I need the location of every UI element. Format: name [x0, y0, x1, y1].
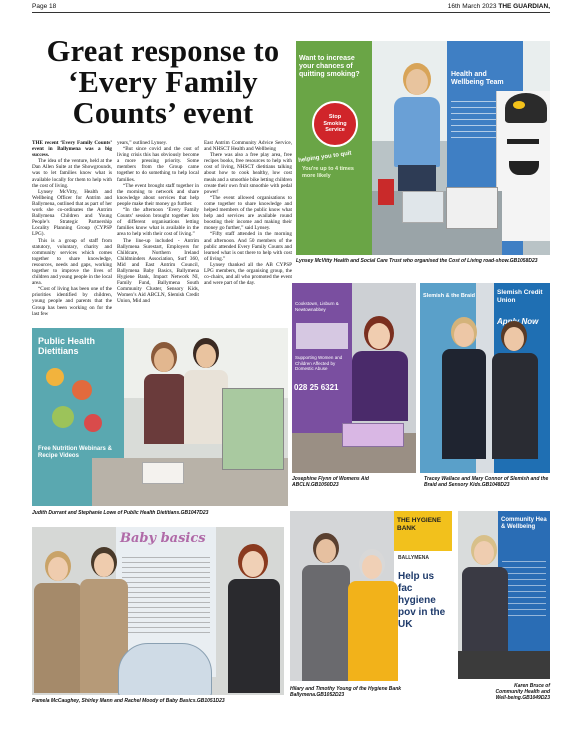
article-paragraph: “But since covid and the cost of living crisis this has obviously become a more pressing priority. Some members from the Group came together to do something to help local families.: [117, 146, 199, 183]
article-paragraph: The line-up included - Antrim Ballymena Surestart, Employers for Childcare, Northern Ireland Childminders Association, Surf 360, Mid and East Antrim Council, Ballymena Baby Basics, Ballymena Hygiene Bank, Impact Network NI, Family Fund, Ballymena South Community Cluster, Sensory Kids, Women’s Aid ABCLN, Slemish Credit Union, Mid and: [117, 237, 199, 305]
caption-dietitians: Judith Durrant and Stephanie Lowe of Public Health Dietitians.GB1047D23: [32, 510, 209, 516]
person-timothy: [302, 539, 350, 681]
caption-community-health: Karen Bruce of Community Health and Well-being.GB1049D23: [495, 683, 550, 701]
article-paragraph: “The event allowed organisations to come together to share knowledge and helped members of the public know what help and services are available round boosting their income and making their money go further,” said Lynsey.: [204, 194, 292, 232]
article-paragraph: Lynsey McVitty, Health and Wellbeing Officer for Antrim and Ballymena, outlined that as part of her work she co-ordinates the Antrim Ballymena Children and Young People’s Strategic Partnership Locality Planning Group (CYPSP LPG).: [32, 188, 112, 238]
food-display: [222, 388, 284, 470]
dietitians-banner: Public Health Dietitians Free Nutrition Webinars & Recipe Videos: [32, 328, 124, 506]
leaflet-stand: [446, 187, 498, 229]
caption-womens-aid: Josephine Flynn of Womens Aid ABCLN.GB1050D23: [292, 476, 369, 488]
caption-hygiene-bank: Hilary and Timothy Young of the Hygiene Bank Ballymena.GB1052D23: [290, 686, 402, 698]
person-judith: [144, 348, 186, 468]
article-paragraph: “Fifty staff attended in the morning and afternoon. And 50 members of the public attended Every Family Counts and learned what is out there to help with cost of living.”: [204, 231, 292, 262]
baby-hamper: [118, 643, 212, 695]
date-line: 16th March 2023 THE GUARDIAN,: [447, 3, 550, 10]
article-column-2: [117, 140, 199, 305]
baby-basics-banner: Baby basics: [116, 527, 216, 677]
photo-slemish: [420, 283, 550, 473]
info-leaflets: [402, 191, 444, 223]
photo-lynsey: [296, 41, 550, 255]
stop-smoking-sign: Stop Smoking Service: [312, 101, 358, 147]
hygiene-bank-banner: THE HYGIENE BANK BALLYMENA Help us fac hygiene pov in the UK: [394, 511, 452, 681]
person-mary: [492, 327, 538, 463]
article-paragraph: This is a group of staff from statutory, voluntary, charity and community services which comes together to share knowledge, resources, needs and gaps, working together to improve the lives of children and young people in the local area.: [32, 237, 112, 287]
womens-aid-banner: Cookstown, Lisburn & Newtownabbey Supporting Women and Children Affected by Domestic Abuse 028 25 6321: [292, 283, 352, 473]
article-column-1: [32, 140, 112, 317]
person-rachel: [228, 551, 280, 695]
person-tracey: [442, 323, 486, 463]
article-column-3: [204, 140, 292, 286]
person-pamela: [34, 557, 82, 695]
health-wellbeing-banner: Health and Wellbeing Team: [447, 41, 523, 255]
photo-womens-aid: [292, 283, 416, 473]
article-paragraph: The idea of the venture, held at the Dan Allen Suite at the Showgrounds, was to let families know what is available locally for them to help with the cost of living.: [32, 158, 112, 189]
photo-baby-basics: [32, 527, 284, 695]
caption-lynsey: Lynsey McVitty Health and Social Care Trust who organised the Cost of Living road-show.GB1058D23: [296, 258, 538, 264]
person-lynsey: [392, 69, 442, 199]
photo-hygiene-bank: [290, 511, 452, 681]
article-paragraph: There was also a free play area, free recipes books, free resources to help with cost of living, NHSCT dietitians talking about how to cook healthy, low cost meals and a smoothie bike letting children create their own fruit smoothie with pedal power!: [204, 152, 292, 195]
article-lead: THE recent ‘Every Family Counts’ event in Ballymena was a big success.: [32, 140, 112, 159]
red-device: [378, 179, 394, 205]
caption-baby-basics: Pamela McCaughey, Shirley Mann and Rachel Moody of Baby Basics.GB1051D23: [32, 698, 225, 704]
article-paragraph: “The event brought staff together in the morning to network and share knowledge about services that help people make their money go further.: [117, 182, 199, 207]
caption-slemish: Tracey Wallace and Mary Connor of Slemish and the Braid and Sensory Kids.GB1048D23: [424, 476, 549, 488]
photo-community-health: [458, 511, 550, 679]
paper-name: THE GUARDIAN,: [498, 3, 550, 10]
page-number: Page 18: [32, 3, 57, 10]
article-paragraph: “Cost of living has been one of the priorities identified by children, young people and parents that the Group has been working on for the last few: [32, 286, 112, 317]
slemish-credit-banner: Slemish Credit Union Apply Now: [494, 283, 550, 473]
headline: Great response to ‘Every Family Counts’ event: [46, 34, 280, 130]
person-karen: [462, 541, 508, 661]
community-health-banner: Community Hea & Wellbeing: [498, 511, 550, 661]
gift-items: [342, 423, 404, 447]
person-hilary: [348, 555, 398, 681]
article-paragraph: years,” outlined Lynsey.: [117, 140, 168, 146]
community-table: [458, 651, 550, 679]
cartoon-face-figure: [496, 91, 550, 241]
article-paragraph: East Antrim Community Advice Service, and NHSCT Health and Wellbeing: [204, 140, 292, 153]
leaflets: [142, 462, 184, 484]
header-rule: [32, 12, 550, 13]
article-paragraph: Lynsey thanked all the AB CYPSP LPG members, the organising group, the co-chairs, and all who promoted the event and were part of the day.: [204, 261, 292, 287]
article-paragraph: “In the afternoon ‘Every Family Counts’ session brought together lots of different organisations letting families know what is available in the area to help with their cost of living.”: [117, 207, 199, 238]
photo-dietitians: [32, 328, 288, 506]
smoking-banner: Want to increase your chances of quitting smoking? Stop Smoking Service helping you to quit You're up to 4 times more likely: [296, 41, 372, 255]
slemish-braid-banner: Slemish & the Braid: [420, 283, 476, 473]
